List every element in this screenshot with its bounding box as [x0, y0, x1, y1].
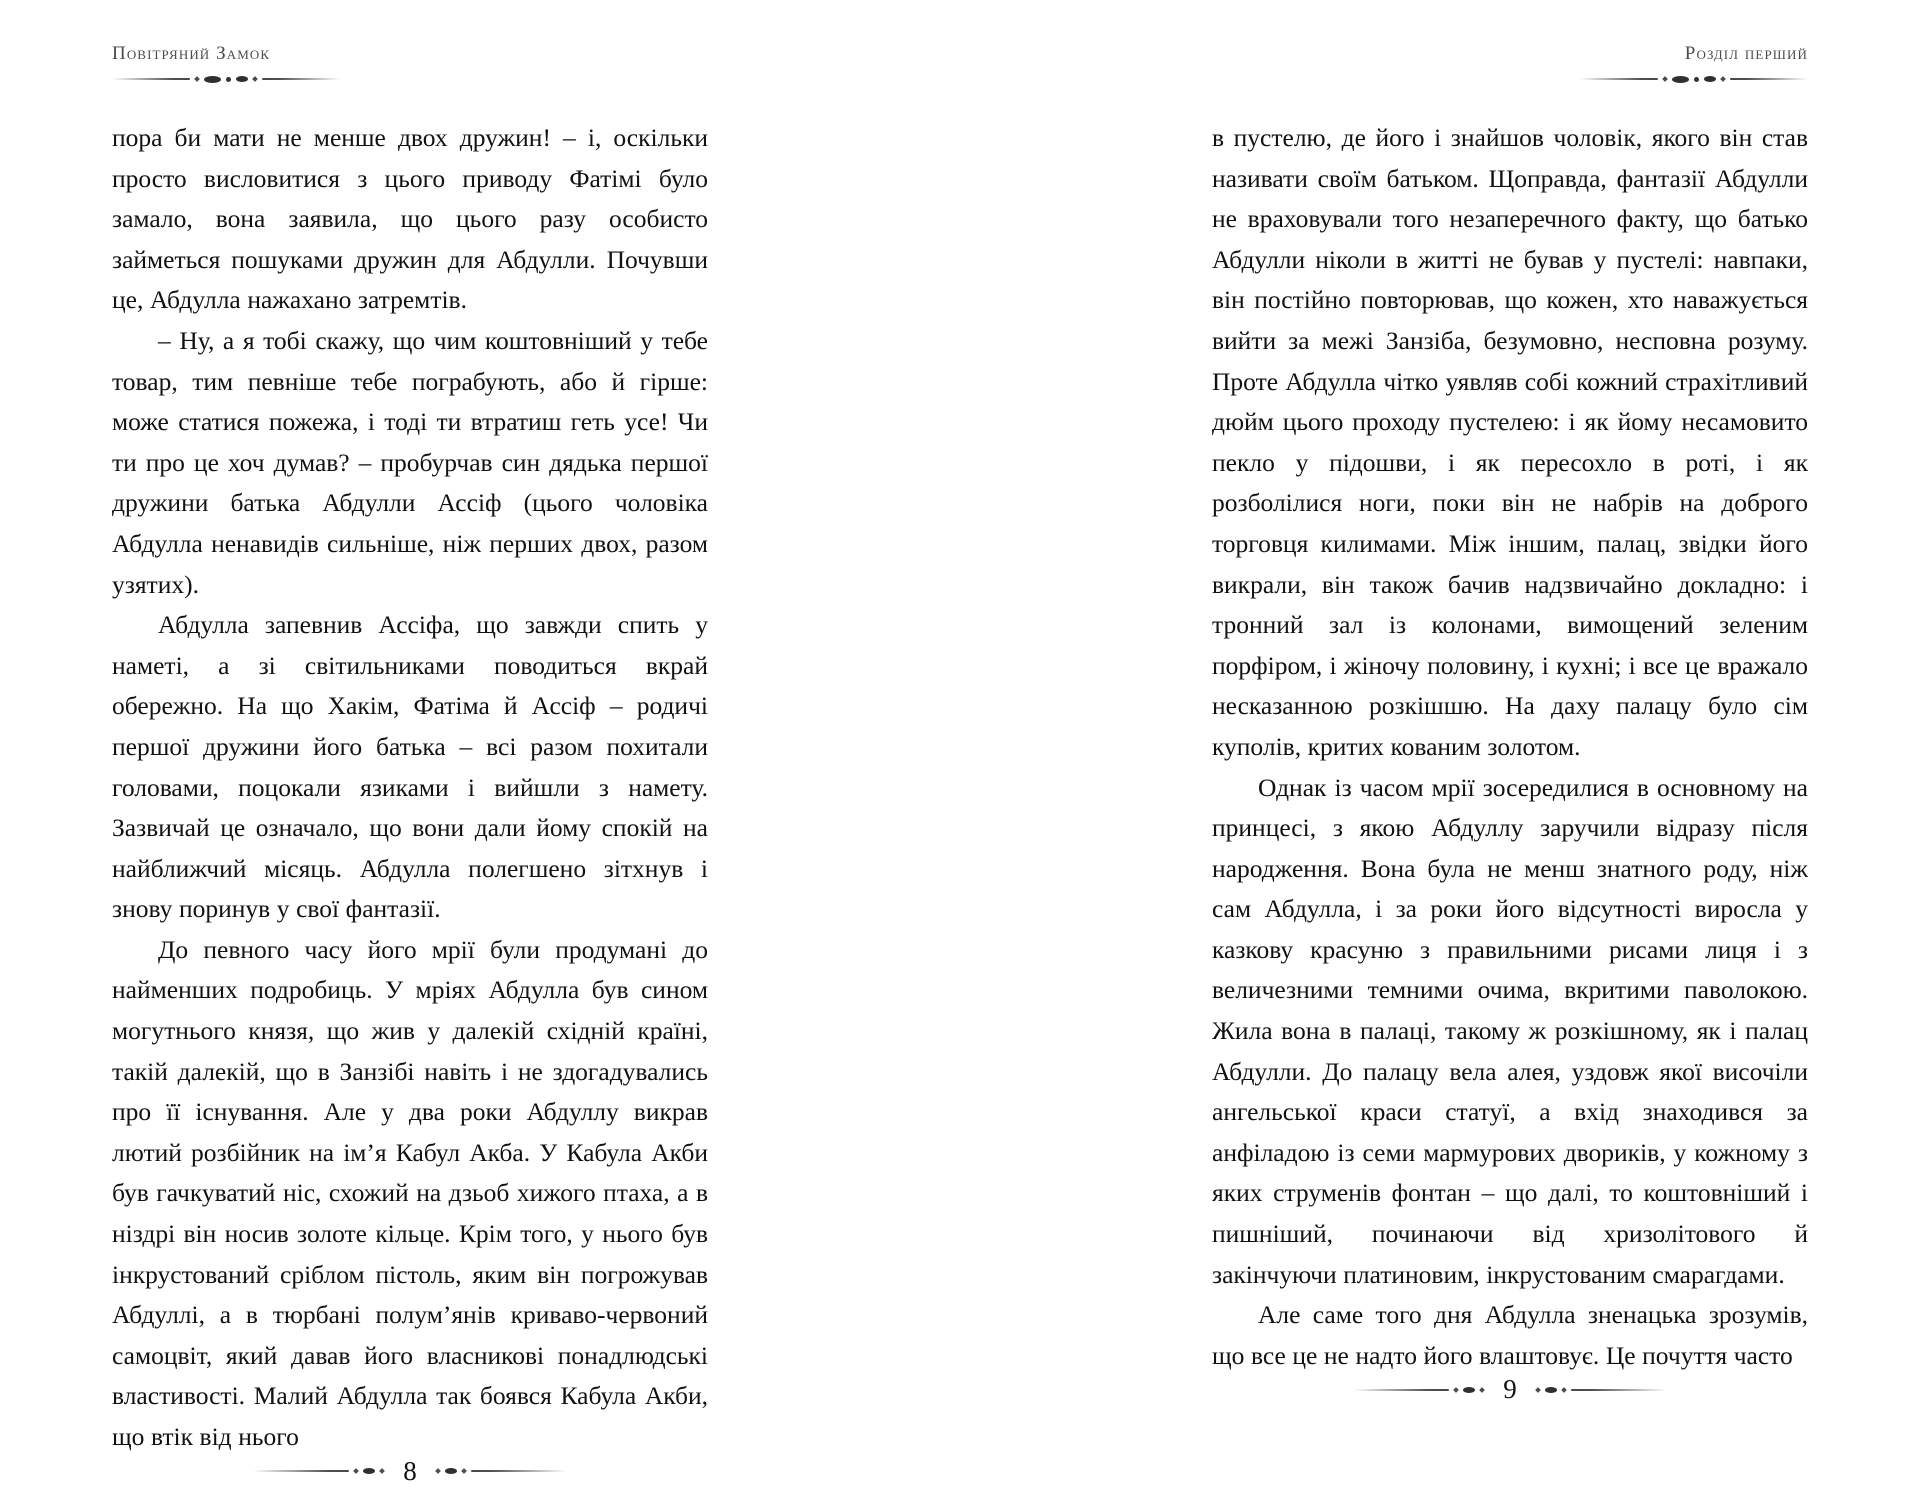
- ornament-dot-left: [353, 1468, 359, 1474]
- ornament-rule-right: [1730, 78, 1808, 80]
- ornament-dot-right: [1561, 1387, 1567, 1393]
- left-page: [0, 0, 960, 1486]
- ornament-rule-left: [1353, 1389, 1449, 1391]
- ornament-lozenge-left: [1672, 76, 1689, 83]
- ornament-lozenge-right: [236, 76, 248, 82]
- ornament-pip: [226, 77, 231, 82]
- folio-ornament-left: [1353, 1387, 1484, 1393]
- ornament-rule-right: [262, 78, 340, 80]
- paragraph: Однак із часом мрії зосередилися в основному на принцесі, з якою Абдуллу заручили відразу після народження. Вона була не менш знатного роду, ніж сам Абдулла, і за роки його відсутності виросла у казкову красуню з правильними рисами лиця і з величезними темними очима, вкритими паволокою. Жила вона в палаці, такому ж розкішному, як і палац Абдулли. До палацу вела алея, уздовж якої височіли ангельської краси статуї, а вхід знаходився за анфіладою із семи мармурових двориків, у кожному з яких струменів фонтан – що далі, то коштовніший і пишніший, починаючи від хризолітового й закінчуючи платиновим, інкрустованим смарагдами.: [1212, 772, 1808, 1289]
- left-page-footer: [112, 1455, 708, 1507]
- ornament-lozenge-left: [204, 76, 221, 83]
- right-page-footer: [1212, 1376, 1808, 1425]
- right-header-ornament: [1580, 74, 1808, 84]
- right-running-head: [1212, 44, 1808, 84]
- left-page-body: [112, 118, 708, 1458]
- folio-ornament-right: [1536, 1387, 1667, 1393]
- ornament-lozenge-right: [1704, 76, 1716, 82]
- ornament-rule-left: [1580, 78, 1658, 80]
- paragraph: – Ну, а я тобі скажу, що чим коштовніший у тебе товар, тим певніше тебе пограбують, або й гірше: може статися пожежа, і тоді ти втратиш геть усе! Чи ти про це хоч думав? – пробурчав син дядька першої дружини батька Абдулли Ассіф (цього чоловіка Абдулла ненавидів сильніше, ніж перших двох, разом узятих).: [112, 325, 708, 599]
- ornament-dot-left: [194, 76, 200, 82]
- paragraph: Абдулла запевнив Ассіфа, що завжди спить у наметі, а зі світильниками поводиться вкрай обережно. На що Хакім, Фатіма й Ассіф – родичі першої дружини його батька – всі разом похитали головами, поцокали язиками і вийшли з намету. Зазвичай це означало, що вони дали йому спокій на найближчий місяць. Абдулла полегшено зітхнув і знову поринув у свої фантазії.: [112, 610, 708, 924]
- ornament-rule-right: [1571, 1389, 1667, 1391]
- left-running-head-title: Повітряний Замок: [112, 43, 271, 64]
- ornament-dot-left: [1453, 1387, 1459, 1393]
- ornament-dot-inner-left: [1479, 1387, 1485, 1393]
- ornament-dot-right: [1720, 76, 1726, 82]
- ornament-lozenge-right: [445, 1468, 457, 1474]
- ornament-rule-right: [471, 1470, 567, 1472]
- right-page: [960, 0, 1920, 1405]
- ornament-rule-left: [253, 1470, 349, 1472]
- page-number: 8: [403, 1455, 417, 1486]
- ornament-dot-left: [1662, 76, 1668, 82]
- ornament-lozenge-right: [1545, 1387, 1557, 1393]
- ornament-lozenge-left: [363, 1468, 375, 1474]
- paragraph: пора би мати не менше двох дружин! – і, оскільки просто висловитися з цього приводу Фатімі було замало, вона заявила, що цього разу особисто займеться пошуками дружин для Абдулли. Почувши це, Абдулла нажахано затремтів.: [112, 123, 708, 315]
- ornament-rule-left: [112, 78, 190, 80]
- paragraph: До певного часу його мрії були продумані до найменших подробиць. У мріях Абдулла був сином могутнього князя, що жив у далекій східній країні, такій далекій, що в Занзібі навіть і не здогадувались про її існування. Але у два роки Абдуллу викрав лютий розбійник на ім’я Кабул Акба. У Кабула Акби був гачкуватий ніс, схожий на дзьоб хижого птаха, а в ніздрі він носив золоте кільце. Крім того, у нього був інкрустований сріблом пістоль, яким він погрожував Абдуллі, а в тюрбані полум’янів криваво-червоний самоцвіт, який давав його власникові понадлюдські властивості. Малий Абдулла так боявся Кабула Акби, що втік від нього: [112, 934, 708, 1451]
- ornament-pip: [1694, 77, 1699, 82]
- right-running-head-title: Розділ перший: [1684, 43, 1808, 64]
- ornament-lozenge-left: [1463, 1387, 1475, 1393]
- left-running-head: [112, 44, 708, 84]
- ornament-dot-inner-left: [379, 1468, 385, 1474]
- left-header-ornament: [112, 74, 340, 84]
- ornament-dot-right: [461, 1468, 467, 1474]
- folio-ornament-left: [253, 1468, 384, 1474]
- ornament-dot-inner-right: [435, 1468, 441, 1474]
- folio-ornament-right: [436, 1468, 567, 1474]
- ornament-dot-right: [252, 76, 258, 82]
- paragraph: Але саме того дня Абдулла зненацька зрозумів, що все це не надто його влаштовує. Це почуття часто: [1212, 1300, 1808, 1370]
- ornament-dot-inner-right: [1535, 1387, 1541, 1393]
- paragraph: в пустелю, де його і знайшов чоловік, якого він став називати своїм батьком. Щоправда, фантазії Абдулли не враховували того незаперечного факту, що батько Абдулли ніколи в житті не бував у пустелі: навпаки, він постійно повторював, що кожен, хто наважується вийти за межі Занзіба, безумовно, несповна розуму. Проте Абдулла чітко уявляв собі кожний страхітливий дюйм цього проходу пустелею: і як йому несамовито пекло у підошви, і як пересохло в роті, і як розболілися ноги, поки він не набрів на доброго торговця килимами. Між іншим, палац, звідки його викрали, він також бачив надзвичайно докладно: і тронний зал із колонами, вимощений зеленим порфіром, і жіночу половину, і кухні; і все це вражало несказанною розкішшю. На даху палацу було сім куполів, критих кованим золотом.: [1212, 123, 1808, 761]
- page-number: 9: [1503, 1374, 1517, 1405]
- right-page-body: [1212, 118, 1808, 1376]
